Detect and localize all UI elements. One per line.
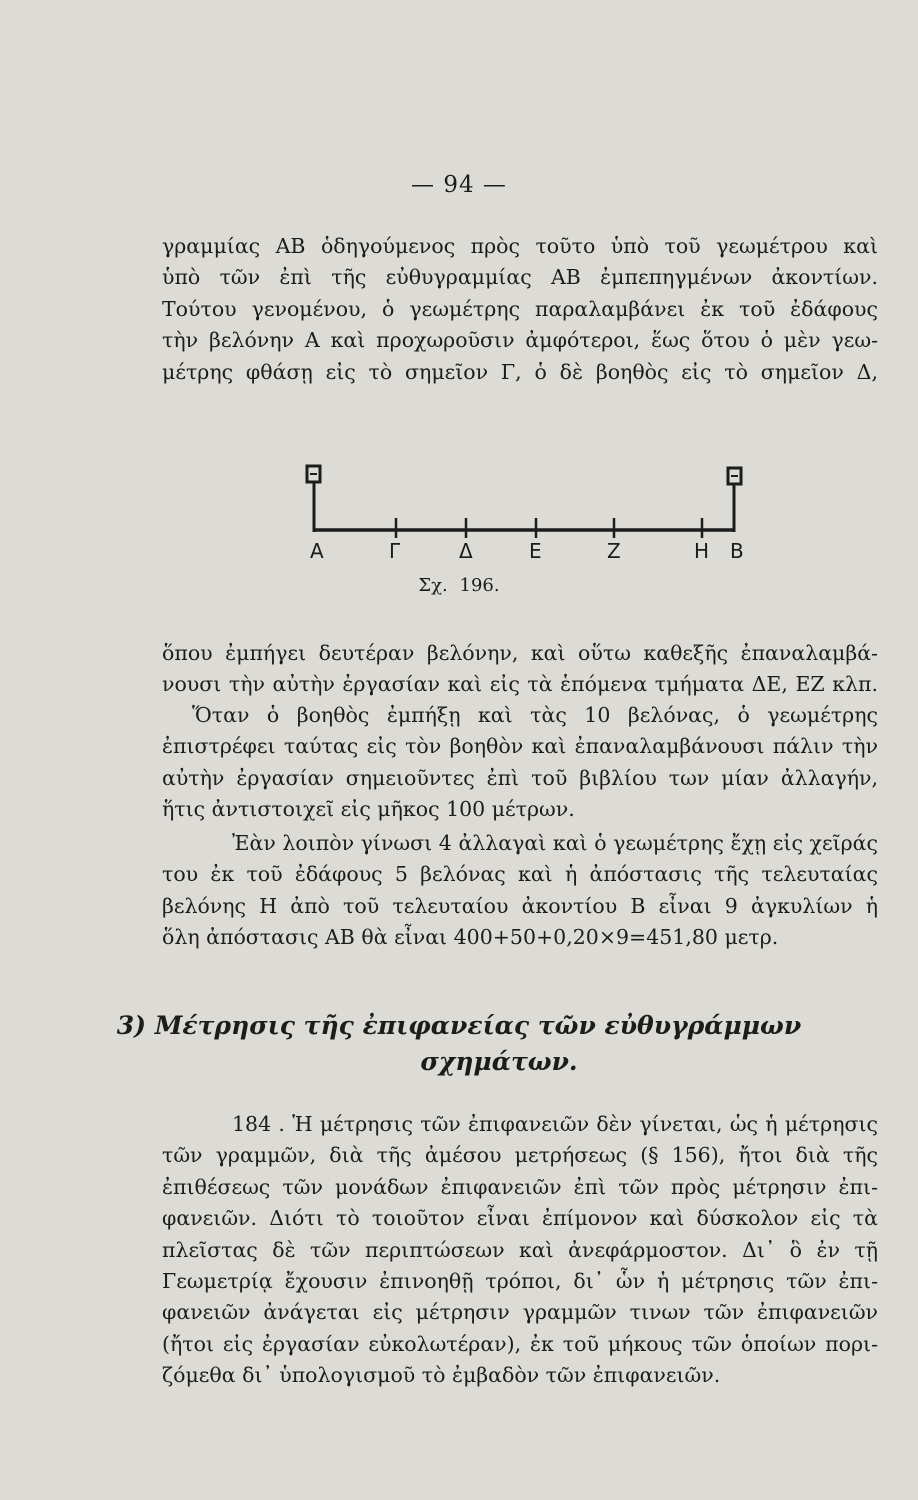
caption-prefix: Σχ. (418, 575, 448, 596)
label-g: Γ (389, 539, 401, 563)
section-heading: 3) Μέτρησις τῆς ἐπιφανείας τῶν εὐθυγράμμων (116, 1011, 802, 1040)
figure-caption (0, 575, 918, 596)
text-line: ὅλη ἀπόστασις ΑΒ θὰ εἶναι 400+50+0,20×9=451,80 μετρ. (162, 925, 779, 950)
figure-196 (290, 460, 770, 575)
text-line: ἐπιθέσεως τῶν μονάδων ἐπιφανειῶν ἐπὶ τῶν πρὸς μέτρησιν ἐπι- (162, 1174, 878, 1199)
paragraph-4 (162, 828, 878, 954)
text-line: ζόμεθα δι᾽ ὑπολογισμοῦ τὸ ἐμβαδὸν τῶν ἐπιφανειῶν. (162, 1363, 721, 1388)
label-d: Δ (459, 539, 473, 563)
label-h: Η (694, 539, 710, 563)
text-line: φανειῶν. Διότι τὸ τοιοῦτον εἶναι ἐπίμονον καὶ δύσκολον εἰς τὰ (162, 1206, 878, 1231)
caption-number: 196. (459, 575, 500, 596)
page-number: — 94 — (411, 172, 507, 198)
text-line: μέτρης φθάσῃ εἰς τὸ σημεῖον Γ, ὁ δὲ βοηθὸς εἰς τὸ σημεῖον Δ, (162, 359, 878, 384)
text-line: ὑπὸ τῶν ἐπὶ τῆς εὐθυγραμμίας ΑΒ ἐμπεπηγμένων ἀκοντίων. (162, 265, 878, 290)
text-line: Ἐὰν λοιπὸν γίνωσι 4 ἀλλαγαὶ καὶ ὁ γεωμέτρης ἔχῃ εἰς χεῖράς (232, 831, 878, 855)
paragraph-1 (162, 231, 878, 388)
text-line: τὴν βελόνην Α καὶ προχωροῦσιν ἀμφότεροι, ἕως ὅτου ὁ μὲν γεω- (162, 328, 878, 353)
label-b: Β (730, 539, 744, 563)
text-line: Γεωμετρίᾳ ἔχουσιν ἐπινοηθῇ τρόποι, δι᾽ ὧν ἡ μέτρησις τῶν ἐπι- (162, 1269, 878, 1294)
paragraph-5 (162, 1109, 878, 1392)
section-heading-continued: σχημάτων. (420, 1047, 578, 1076)
label-a: Α (310, 539, 324, 563)
text-line: φανειῶν ἀνάγεται εἰς μέτρησιν γραμμῶν τινων τῶν ἐπιφανειῶν (162, 1300, 878, 1325)
text-line: (ἤτοι εἰς ἐργασίαν εὐκολωτέραν), ἐκ τοῦ μήκους τῶν ὁποίων πορι- (162, 1331, 878, 1356)
text-line: Τούτου γενομένου, ὁ γεωμέτρης παραλαμβάνει ἐκ τοῦ ἐδάφους (162, 296, 878, 321)
text-line: τῶν γραμμῶν, διὰ τῆς ἀμέσου μετρήσεως (§ 156), ἤτοι διὰ τῆς (162, 1143, 878, 1168)
text-line: πλεῖστας δὲ τῶν περιπτώσεων καὶ ἀνεφάρμοστον. Δι᾽ ὃ ἐν τῇ (162, 1237, 878, 1262)
text-line: γραμμίας ΑΒ ὁδηγούμενος πρὸς τοῦτο ὑπὸ τοῦ γεωμέτρου καὶ (162, 234, 878, 258)
text-line: 184 . Ἡ μέτρησις τῶν ἐπιφανειῶν δὲν γίνεται, ὡς ἡ μέτρησις (232, 1112, 878, 1136)
paragraph-2 (162, 638, 878, 701)
label-e: Ε (529, 539, 542, 563)
text-line: ὅπου ἐμπήγει δευτέραν βελόνην, καὶ οὕτω καθεξῆς ἐπαναλαμβά- (162, 641, 878, 665)
text-line: του ἐκ τοῦ ἐδάφους 5 βελόνας καὶ ἡ ἀπόστασις τῆς τελευταίας (162, 862, 878, 887)
paragraph-3: Ὅταν ὁ βοηθὸς ἐμπήξῃ καὶ τὰς 10 βελόνας, ὁ γεωμέτρης ἐπιστρέφει ταύτας εἰς τὸν βοηθὸν καὶ ἐπαναλαμβάνουσι πάλιν τὴν αὐτὴν ἐργασίαν σημειοῦντες ἐπὶ τοῦ βιβλίου των μίαν ἀλλαγήν, ἥτις ἀντιστοιχεῖ εἰς μῆκος 100 μέτρων. (162, 703, 878, 822)
text-line: βελόνης Η ἀπὸ τοῦ τελευταίου ἀκοντίου Β εἶναι 9 ἀγκυλίων ἡ (162, 893, 878, 918)
text-line: νουσι τὴν αὐτὴν ἐργασίαν καὶ εἰς τὰ ἑπόμενα τμήματα ΔΕ, ΕΖ κλπ. (162, 672, 878, 697)
label-z: Ζ (607, 539, 621, 563)
